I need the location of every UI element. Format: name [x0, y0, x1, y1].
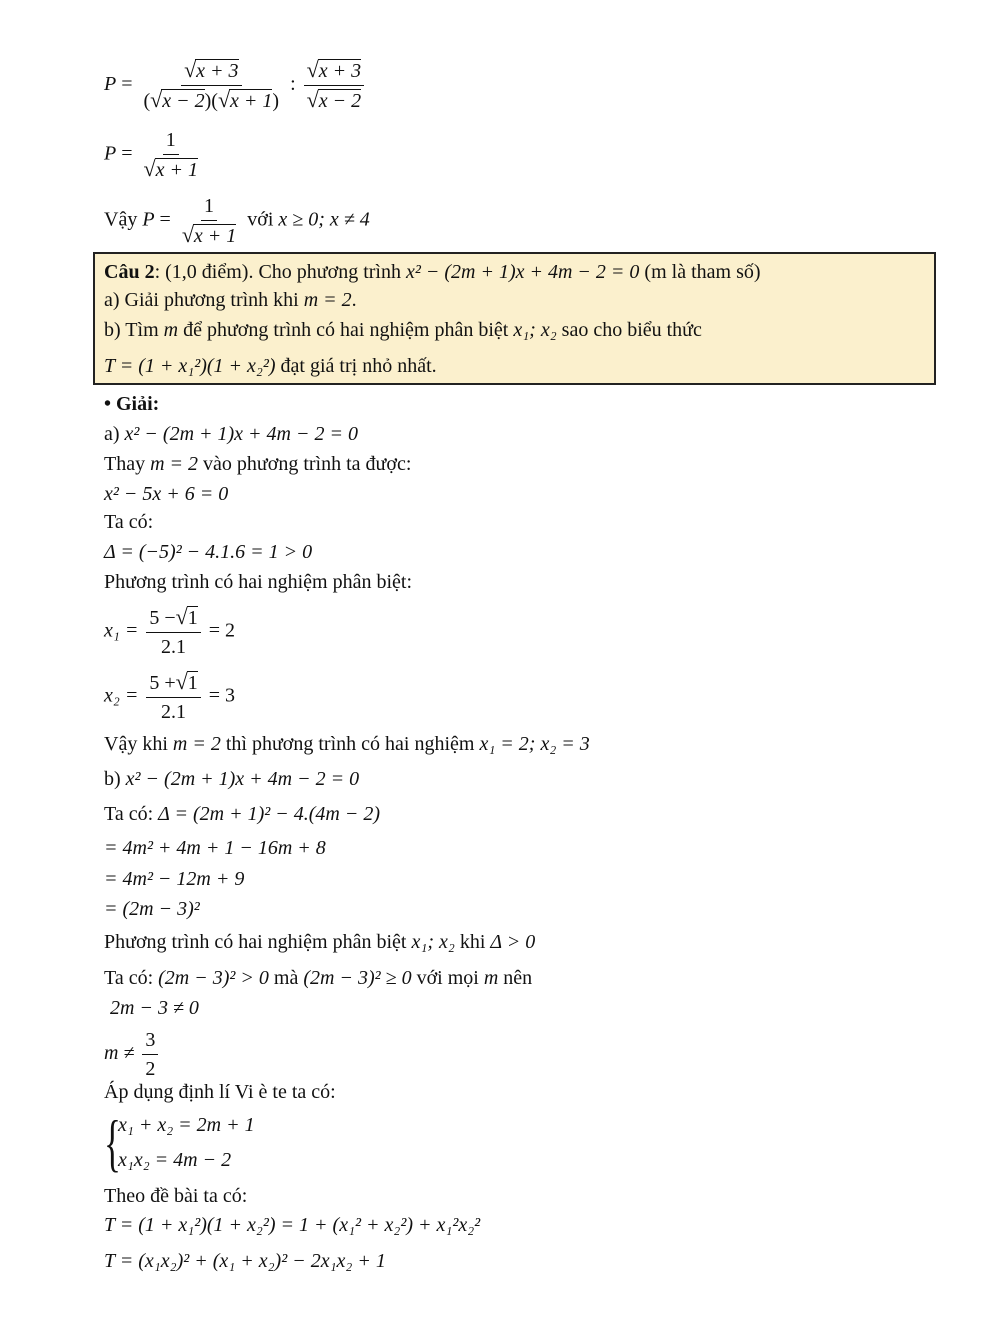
divide-colon: : — [290, 73, 296, 96]
f2-denominator: x − 2 — [318, 90, 362, 112]
p-symbol: P — [104, 73, 117, 96]
system-brace: { — [104, 1107, 121, 1178]
solution-T2: T = (x₁x₂)² + (x₁ + x₂)² − 2x₁x₂ + 1 — [104, 1250, 386, 1272]
solution-b-l2: = 4m² − 12m + 9 — [104, 868, 245, 890]
question-part-b-cont: T = (1 + x₁²)(1 + x₂²) đạt giá trị nhỏ nhất. — [104, 355, 437, 377]
viete-line-1: x₁ + x₂ = 2m + 1 — [118, 1114, 255, 1136]
question-header: Câu 2: (1,0 điểm). Cho phương trình x² − (2m + 1)x + 4m − 2 = 0 (m là tham số) — [104, 261, 761, 283]
solution-b-condition: Phương trình có hai nghiệm phân biệt x₁; x₂ khi Δ > 0 — [104, 931, 536, 953]
solution-b-l1: = 4m² + 4m + 1 − 16m + 8 — [104, 837, 326, 859]
solution-vaykhi: Vậy khi m = 2 thì phương trình có hai nghiệm x₁ = 2; x₂ = 3 — [104, 733, 590, 755]
f1-denominator-a: x − 2 — [162, 90, 205, 112]
vay-text: Vậy — [104, 208, 138, 231]
solution-taco: Ta có: — [104, 511, 154, 533]
fraction-1: $\frac{√x + 3}{(√x - 2)(√x + 1)}$ — [143, 57, 280, 112]
solution-delta1: Δ = (−5)² − 4.1.6 = 1 > 0 — [104, 541, 313, 563]
f1-numerator: x + 3 — [196, 60, 239, 82]
solution-heading: • Giải: — [104, 393, 160, 415]
solution-b-m-neq: m ≠ $\frac{3}{2}$ — [104, 1028, 161, 1081]
question-part-a: a) Giải phương trình khi m = 2. — [104, 289, 357, 311]
fraction-2: $\frac{√x + 3}{√x - 2}$ — [304, 58, 364, 113]
equals-sign: = — [121, 142, 133, 165]
solution-b-delta: Ta có: Δ = (2m + 1)² − 4.(4m − 2) — [104, 803, 381, 825]
question-title: Câu 2 — [104, 261, 155, 283]
f1-denominator-b: x + 1 — [230, 90, 273, 112]
solution-b-equation: b) x² − (2m + 1)x + 4m − 2 = 0 — [104, 768, 360, 790]
x2-fraction: $\frac{5 +√1}{2.1}$ — [146, 670, 200, 724]
solution-b-inequality: Ta có: (2m − 3)² > 0 mà (2m − 3)² ≥ 0 với mọi m nên — [104, 967, 533, 989]
domain-condition: x ≥ 0; x ≠ 4 — [278, 208, 370, 231]
question-part-b: b) Tìm m để phương trình có hai nghiệm phân biệt x₁; x₂ sao cho biểu thức — [104, 319, 702, 341]
solution-b-neq: 2m − 3 ≠ 0 — [110, 997, 199, 1019]
three-halves-fraction: $\frac{3}{2}$ — [142, 1028, 158, 1081]
p-conclusion-line: Vậy P = $\frac{1}{√x + 1}$ với x ≥ 0; x ≠ 4 — [104, 195, 370, 247]
solution-thay-line: Thay m = 2 vào phương trình ta được: — [104, 453, 412, 475]
p-simplified-line — [104, 128, 204, 182]
solution-eq2: x² − 5x + 6 = 0 — [104, 483, 229, 505]
solution-T1: T = (1 + x₁²)(1 + x₂²) = 1 + (x₁² + x₂²) + x₁²x₂² — [104, 1214, 481, 1236]
p-symbol: P — [104, 142, 117, 165]
f2-numerator: x + 3 — [318, 60, 362, 82]
equals-sign: = — [121, 73, 133, 96]
voi-text: với — [247, 208, 274, 231]
question-equation: x² − (2m + 1)x + 4m − 2 = 0 — [405, 261, 640, 283]
solution-a-equation: a) x² − (2m + 1)x + 4m − 2 = 0 — [104, 423, 358, 445]
solution-b-l3: = (2m − 3)² — [104, 898, 200, 920]
p-expression-line — [104, 58, 367, 113]
fraction-4: $\frac{1}{√x + 1}$ — [181, 195, 237, 247]
solution-viete: Áp dụng định lí Vi è te ta có: — [104, 1081, 336, 1103]
fraction-3: $\frac{1}{√x + 1}$ — [143, 129, 198, 181]
solution-x2: x₂ = $\frac{5 +√1}{2.1}$ = 3 — [104, 669, 235, 723]
x1-fraction: $\frac{5 -√1}{2.1}$ — [146, 605, 200, 659]
solution-theo: Theo đề bài ta có: — [104, 1185, 248, 1207]
solution-x1: x₁ = $\frac{5 -√1}{2.1}$ = 2 — [104, 604, 235, 658]
solution-two-roots: Phương trình có hai nghiệm phân biệt: — [104, 571, 413, 593]
viete-line-2: x₁x₂ = 4m − 2 — [118, 1149, 232, 1171]
